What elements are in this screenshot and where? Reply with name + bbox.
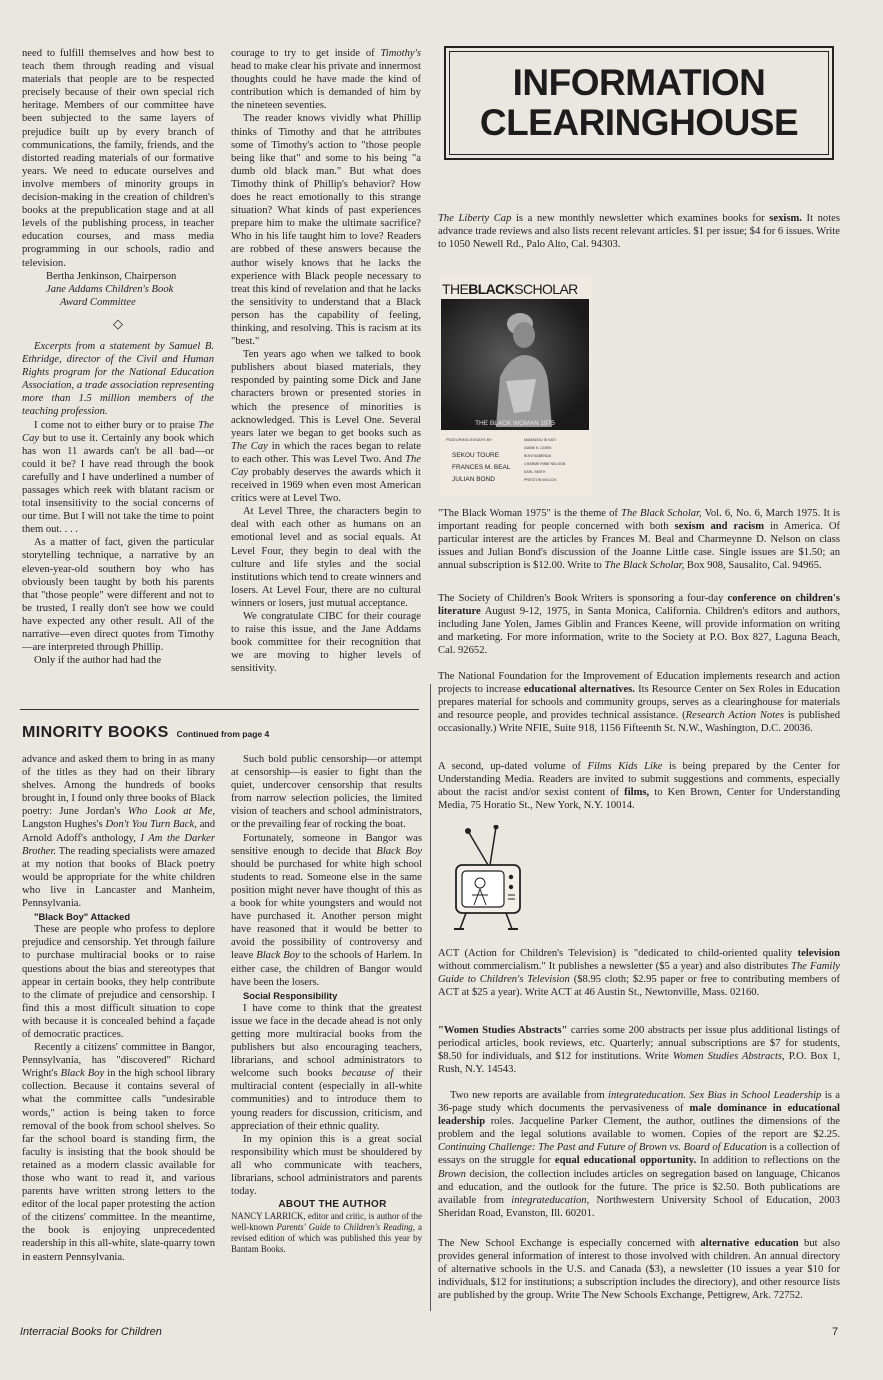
tv-cartoon-illustration [450,825,530,935]
banner-line1: INFORMATION [512,62,766,103]
item-films-kids-like: A second, up-dated volume of Films Kids Like is being prepared by the Center for Understanding Media. Readers are invited to submit suggestions and comments, especially about the racist and/or sexist content of films, to Ken Brown, Center for Understanding Media, 75 Horatio St., New York, N.Y. 10014. [438,761,840,812]
minority-books-title: MINORITY BOOKS [22,724,169,741]
item-act: ACT (Action for Children's Television) is "dedicated to child-oriented quality television without commercialism." It publishes a newsletter ($5 a year) and also distributes The Family Guide to Children's Television ($8.95 cloth; $2.95 paper or free to contributing members of ACT at $25 a year). Write ACT at 46 Austin St., Newtonville, Mass. 02160. [438,948,840,999]
item-new-school-exchange: The New School Exchange is especially concerned with alternative education but also provides general information of interest to those involved with children. An annual directory of alternative schools in the U.S. and Canada ($3), a newsletter (10 issues a year $10 for individuals, $12 for institutions; a subscription includes the directory), and other resource lists are published by the group. Write The New Schools Exchange, Pettigrew, Ark. 72752. [438,1238,840,1302]
minority-books-heading [22,724,269,742]
body-paragraph: Ten years ago when we talked to book publishers about biased materials, they responded by painting some Dick and Jane characters brown or presented stories in which the presence of minorities is acknowledged. This is Level One. Several years later we began to get books such as The Cay in which the races began to relate to each other. This was Level Two. And The Cay probably deserves the awards which it received in 1969 when even most American critics were at Level Two. [231,349,421,505]
body-paragraph: I have come to think that the greatest issue we face in the decade ahead is not only getting more multiracial books from the publishers but also encouraging teachers, librarians, and school administrators to welcome such books because of their multiracial content (especially in all-white communities) and to introduce them to young readers for discussion, criticism, and appreciation of their ethnic quality. [231,1002,422,1132]
excerpt-intro: Excerpts from a statement by Samuel B. Ethridge, director of the Civil and Human Rights program for the National Education Association, a trade association representing more than 1.5 million members of the teaching profession. [22,340,214,418]
information-clearinghouse-banner [444,46,834,160]
body-paragraph: At Level Three, the characters begin to deal with each other as humans on an emotional level and as social equals. At Level Four, they begin to deal with the culture and life styles and the social institutions which tend to create winners and losers. At Level Four, there are no cultural winners or losers, just mutual acceptance. [231,506,421,609]
subhead-black-boy: "Black Boy" Attacked [34,911,131,923]
cover-author-right: CHARMEYNNE NELSON [524,462,566,466]
banner-inner [449,51,829,155]
about-author-text: NANCY LARRICK, editor and critic, is author of the well-known Parents' Guide to Children's Reading, a revised edition of which was published this year by Bantam Books. [231,1211,422,1255]
item-integrateducation: Two new reports are available from integrateducation. Sex Bias in School Leadership is a 36-page study which documents the pervasiveness of male dominance in educational leadership roles. Jacqueline Parker Clement, the author, outlines the dimensions of the problem and the legal solutions available to women. Copies of the report are $2.25. Continuing Challenge: The Past and Future of Brown vs. Board of Education is a collection of essays on the struggle for equal educational opportunity. In addition to reflections on the Brown decision, the collection includes articles on segregation based on language, Chicanos and education, and the outlook for the future. The price is $2.50. Both publications are available from integrateducation, Northwestern University School of Education, 2003 Sheridan Road, Evanston, Ill. 60201. [438,1090,841,1219]
cover-author-right: EARL SMITH [524,470,546,474]
body-paragraph: Such bold public censorship—or attempt at censorship—is easier to fight than the quiet, undercover censorship that results from narrow selection policies, the limited vision of teachers and school administrators, or the prevailing fear of rocking the boat. [231,754,422,831]
cover-featuring: FEATURING ESSAYS BY [446,437,493,442]
cover-author-left: SEKOU TOURE [452,452,500,459]
item-women-studies-abstracts: "Women Studies Abstracts" carries some 200 abstracts per issue plus additional listings of periodical articles, book reviews, etc. Quarterly; annual subscriptions are $7 for students, $8.50 for individuals, and $12 for institutions. Write Women Studies Abstracts, P.O. Box 1, Rush, N.Y. 14543. [438,1025,841,1076]
tv-icon [450,825,530,935]
col1-bottom [22,753,215,1264]
body-paragraph: These are people who profess to deplore prejudice and censorship. Yet through failure to purchase multiracial books or to raise questions about the bias and stereotypes that appear in certain books, they help contribute to the climate of prejudice and censorship. I find this a most difficult situation to cope with because it is concealed behind a façade of democratic practices. [22,924,215,1040]
item-nfie: The National Foundation for the Improvement of Education implements research and action projects to increase educational alternatives. Its Resource Center on Sex Roles in Education prepares material for schools and community groups, serves as a clearinghouse for materials and resource people, and provides technical assistance. (Research Action Notes is published occasionally.) Write NFIE, Suite 918, 1156 Fifteenth St. N.W., Washington, D.C. 20036. [438,671,840,735]
cover-author-left: JULIAN BOND [452,476,495,483]
footer-publication-name: Interracial Books for Children [20,1326,162,1338]
body-paragraph: Only if the author had had the [34,655,162,667]
signature-name: Bertha Jenkinson, Chairperson [46,270,177,282]
body-paragraph: Recently a citizens' committee in Bangor, Pennsylvania, has "discovered" Richard Wright's Black Boy in the high school library collection. Because it contains several of what the committee calls "undesirable words," action is being taken to force removal of the book from school shelves. So far the school board is standing firm, the faculty is insisting that the book should be retained as a modern classic available for those who want to read it, and various parents have written strong letters to the editor of the local paper protesting the action of the citizens' committee. In the meantime, the book is enjoying unprecedented readership in this all-white, slate-quarry town in eastern Pennsylvania. [22,1042,216,1263]
body-paragraph: As a matter of fact, given the particular storytelling technique, a narrative by an eleven-year-old southern boy who has obviously been taught by both his parents that "those people" were different and not to be trusted, I really don't see how we could have expected any other result. All of the narrative—even direct quotes from Timothy—are interpreted through Phillip. [22,537,214,654]
cover-author-right: BONI KABENDA [524,454,551,458]
item-scbw-conference: The Society of Children's Book Writers is sponsoring a four-day conference on children's literature August 9-12, 1975, in Santa Monica, California. Children's editors and authors, including Jane Yolen, James Giblin and Frances Keene, will provide information on writing and marketing. For more information, write to the Society at P.O. Box 827, Laguna Beach, Cal. 92652. [438,593,840,657]
body-paragraph: The reader knows vividly what Phillip thinks of Timothy and that he attributes some of Timothy's action to "those people being like that" and some to his being "a dumb old black man." But what does Timothy think of Phillip's behavior? How does he react emotionally to this strange situation? What kinds of past experiences prepare him to make the ultimate sacrifice? Who in his life taught him to love? Readers are robbed of these answers because the author wisely knows that he lacks the experience with Black people necessary to treat this kind of revelation and that he lacks the sensitivity to understand that a Black person has the capability of feeling, thinking, and resolving. This is racism at its "best." [231,113,421,348]
cover-issue-title: THE BLACK WOMAN 1975 [475,420,555,427]
body-paragraph: advance and asked them to bring in as many of the titles as they had on their library shelves. Among the hundreds of books brought in, I found only three books of Black poetry: June Jordan's Who Look at Me, Langston Hughes's Don't You Turn Back, and Arnold Adoff's anthology, I Am the Darker Brother. The reading specialists were amazed at my notion that books of Black poetry would be appropriate for the white children who live in Lancaster and Manheim, Pennsylvania. [22,754,215,910]
black-scholar-cover [440,277,592,497]
cover-art [440,277,592,497]
body-paragraph: I come not to either bury or to praise The Cay but to use it. Certainly any book which has won 11 awards can't be all bad—or could it be? I have read through the book carefully and I have underlined a number of passages which reek with blatant racism or total insensitivity to the social concerns of our time. But I will not take the time to point them out. . . . [22,419,214,536]
item-liberty-cap: The Liberty Cap is a new monthly newsletter which examines books for sexism. It notes advance trade reviews and also lists recent relevant articles. $1 per issue; $4 for 6 issues. Write to 1050 Newell Rd., Palo Alto, Cal. 94303. [438,213,841,251]
diamond-separator: ◇ [113,315,123,331]
cover-author-left: FRANCES M. BEAL [452,464,511,471]
signature-org-line2: Award Committee [60,296,136,308]
col2-bottom [231,753,422,1255]
continued-note: Continued from page 4 [176,729,270,739]
subhead-social-responsibility: Social Responsibility [243,989,338,1001]
signature-org-line1: Jane Addams Children's Book [46,283,174,295]
page-number: 7 [832,1326,839,1338]
item-black-scholar: "The Black Woman 1975" is the theme of The Black Scholar, Vol. 6, No. 6, March 1975. It is important reading for people concerned with both sexism and racism in America. Of particular interest are the articles by Frances M. Beal and Charmeynne D. Nelson on class issues and Julian Bond's discussion of the Joanne Little case. Single issues are $1.50; an annual subscription is $12.00. Write to The Black Scholar, Box 908, Sausalito, Cal. 94965. [438,508,840,572]
body-paragraph: Fortunately, someone in Bangor was sensitive enough to decide that Black Boy should be purchased for white high school students to read. Someone else in the same position might never have thought of this as a book for white youngsters and would not have purchased it. Another person might have reasoned that it would be better to avoid the possibility of controversy and leave Black Boy to the schools of Harlem. In either case, the children of Bangor would have been the losers. [231,832,423,988]
col1-top [22,47,214,667]
body-paragraph: courage to try to get inside of Timothy's head to make clear his private and innermost thoughts could he have made the kind of contribution which is demanded of him by the nineteen seventies. [231,48,421,112]
col2-top [231,47,421,676]
body-paragraph: In my opinion this is a great social responsibility which must be shouldered by all who communicate with teachers, librarians, school administrators and parents today. [231,1133,422,1198]
vertical-divider [430,684,431,1311]
statement-paragraph: need to fulfill themselves and how best to teach them through reading and visual materials that people are to be respected precisely because of their own special rich heritage. Members of our committee have been subjected to the same layers of prejudice built up by every branch of communications, the family, friends, and the distorted reading materials of our formative years. We need to educate ourselves and involve members of minority groups in decision-making in the creation of children's books at the prepublication stage and at all levels of the publishing process, in teacher education courses, and mass media programming in our schools, radio and television. [22,48,214,269]
banner-line2: CLEARINGHOUSE [479,102,799,143]
cover-author-right: DIANE K. LEWIS [524,446,552,450]
cover-author-right: PRESTON WILCOX [524,478,557,482]
about-author-heading: ABOUT THE AUTHOR [278,1199,387,1211]
cover-author-right: MAMADOU SI KATI [524,438,556,442]
signature-block [22,270,214,309]
horizontal-divider [20,709,419,710]
cover-masthead: THEBLACKSCHOLAR [442,281,578,297]
body-paragraph: We congratulate CIBC for their courage to raise this issue, and the Jane Addams book committee for their recognition that we are moving to higher levels of sensitivity. [231,611,421,675]
